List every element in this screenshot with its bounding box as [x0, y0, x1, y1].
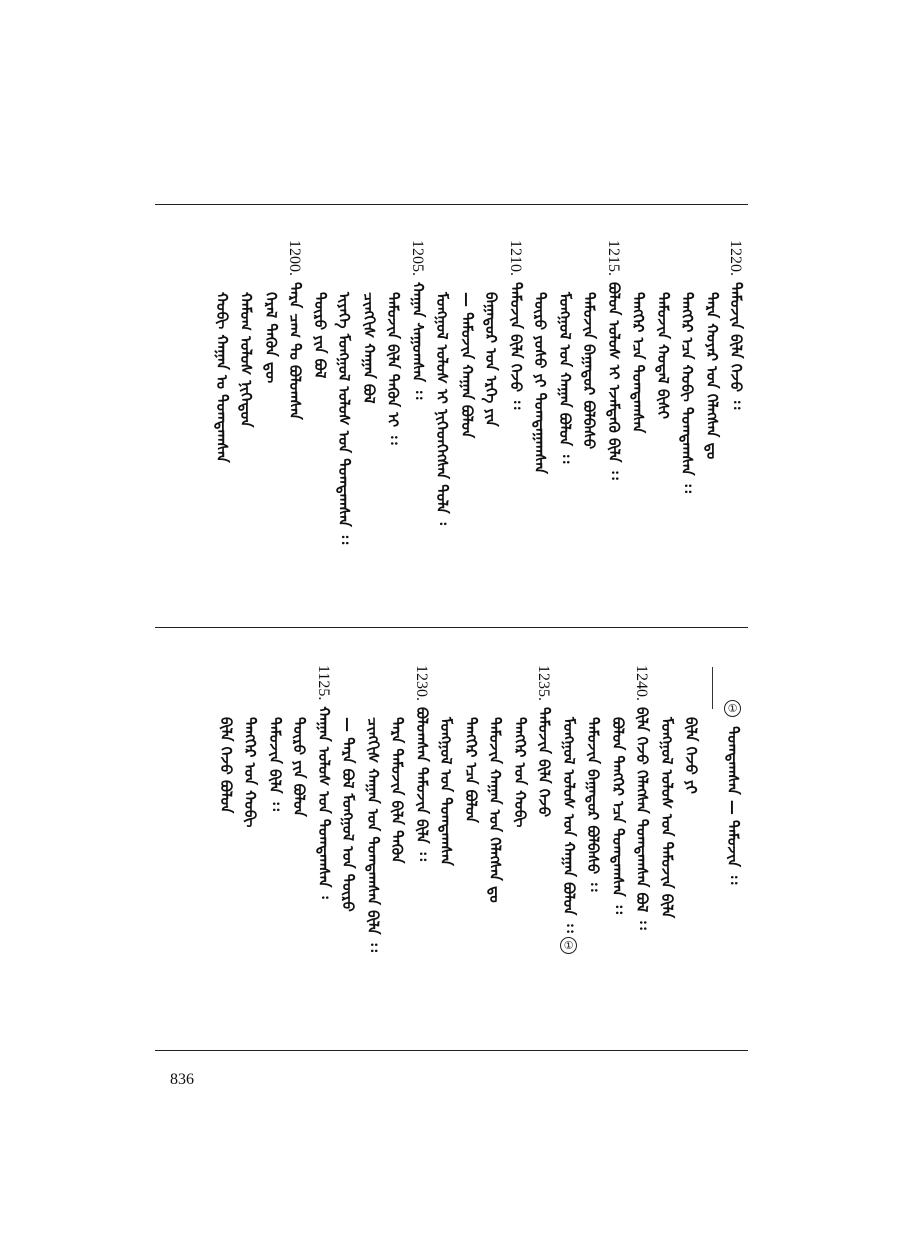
footnote-text: ᠲᠣᠭᠲᠠᠭᠰᠠᠨ — ᠲᠡᠮᠦᠵᠢᠨ ᠄᠄: [724, 726, 742, 885]
verse-text: ᠲᠡᠩᠭᠡᠷ ᠡᠴᠡ ᠲᠣᠭᠲᠠᠭᠰᠠᠨ: [629, 292, 647, 434]
verse-line: [652, 240, 674, 440]
verse-line: [509, 665, 531, 865]
verse-line: [484, 665, 506, 903]
verse-line: [235, 240, 257, 440]
verse-text: ᠪᠠᠭᠠᠳᠤᠷ ᠤᠨ ᠡᠷᠬᠡ ᠶᠢᠨ: [482, 292, 500, 427]
verse-text: ᠪᠢᠯᠡ ᠭᠡᠵᠦ ᠶᠢ: [682, 717, 700, 794]
verse-line: [337, 665, 359, 912]
verse-text: ᠬᠠᠭᠠᠨ ᠰᠠᠭᠤᠭᠰᠠᠨ ᠄᠄: [408, 282, 427, 400]
verse-text: ᠲᠡᠷᠡ ᠬᠣᠶᠠᠷ ᠤᠨ ᠬᠡᠯᠡᠭᠰᠡᠨ ᠳᠤ: [702, 292, 721, 460]
verse-text: ᠲᠡᠩᠭᠡᠷ ᠡᠴᠡ ᠪᠣᠯᠤᠨ: [461, 717, 480, 823]
verse-text: ᠪᠣᠯᠤᠨ ᠤᠯᠤᠰ ᠢ ᠡᠵᠡᠮᠳᠡᠬᠦ ᠪᠢᠯᠡ ᠄᠄: [604, 282, 623, 480]
line-number: 1200.: [286, 240, 303, 276]
verse-line: [676, 240, 698, 493]
footnote-line: [722, 696, 744, 896]
verse-text: ᠴᠢᠩᠭᠢᠰ ᠬᠠᠭᠠᠨ ᠤᠨ ᠲᠣᠭᠲᠠᠭᠰᠠᠨ ᠪᠢᠯᠡ ᠄᠄: [363, 717, 382, 952]
bottom-rule: [155, 1050, 748, 1051]
verse-text: ᠲᠡᠮᠦᠵᠢᠨ ᠪᠢᠯᠡ ᠲᠡᠭᠦᠨ ᠢ ᠄᠄: [384, 292, 402, 445]
verse-line: [358, 240, 380, 440]
verse-line: [554, 240, 576, 464]
verse-text: ᠮᠣᠩᠭᠣᠯ ᠤᠯᠤᠰ ᠢ ᠨᠢᠭᠡᠳᠬᠡᠭᠰᠡᠨ ᠲᠣᠯᠠ ᠄: [433, 292, 451, 525]
verse-line: [362, 665, 384, 952]
verse-text: ᠲᠡᠩᠭᠡᠷ ᠡᠴᠡ ᠬᠤᠪᠢ ᠲᠣᠭᠲᠠᠭᠰᠠᠨ ᠄᠄: [678, 292, 696, 493]
verse-line: [558, 665, 580, 952]
verse-line: [309, 240, 331, 440]
verse-text: ᠲᠦᠷᠦ ᠶᠢᠨ ᠪᠣᠯ: [310, 292, 329, 379]
verse-text: ᠴᠢᠩᠭᠢᠰ ᠬᠠᠭᠠᠨ ᠪᠣᠯ: [359, 292, 378, 404]
verse-text: ᠭᠡᠷᠡᠯ ᠲᠡᠭᠦᠨ ᠳᠦ: [261, 292, 280, 384]
verse-text: ᠲᠡᠮᠦᠵᠢᠨ ᠪᠠᠭᠠᠳᠤᠷ ᠪᠣᠯᠪᠠᠰᠤ ᠄᠄: [584, 717, 602, 892]
verse-text: ᠬᠠᠮᠤᠭ ᠤᠯᠤᠰ ᠨᠢᠭᠡᠳᠦᠨ: [237, 292, 255, 428]
verse-line: [529, 240, 551, 474]
verse-text: ᠪᠢᠯᠡ ᠭᠡᠵᠦ ᠬᠡᠯᠡᠭᠰᠡᠨ ᠲᠣᠭᠲᠠᠭᠰᠠᠨ ᠪᠣᠯ ᠄᠄: [633, 707, 651, 930]
verse-line: [284, 240, 306, 440]
line-number: 1215.: [604, 240, 622, 276]
verse-text: ᠮᠣᠩᠭᠣᠯ ᠤᠨ ᠲᠣᠭᠲᠠᠭᠰᠠᠨ: [437, 717, 455, 866]
verse-text: ᠲᠡᠩᠭᠡᠷ ᠤᠨ ᠬᠤᠪᠢ: [241, 717, 259, 828]
verse-text: ᠲᠡᠮᠦᠵᠢᠨ ᠪᠢᠯᠡ ᠄᠄: [265, 717, 284, 811]
verse-text: ᠲᠡᠷᠡ ᠴᠠᠭ ᠲᠤ ᠪᠣᠯᠤᠭᠰᠠᠨ: [286, 282, 304, 420]
verse-text: ᠮᠣᠩᠭᠣᠯ ᠤᠨ ᠬᠠᠭᠠᠨ ᠪᠣᠯᠤᠨ ᠄᠄: [555, 292, 574, 464]
verse-text: ᠪᠣᠯᠤᠨ ᠲᠡᠩᠭᠡᠷ ᠡᠴᠡ ᠲᠣᠭᠲᠠᠭᠰᠠᠨ ᠄᠄: [608, 717, 627, 914]
verse-line: [313, 665, 335, 899]
verse-text: ᠮᠣᠩᠭᠣᠯ ᠤᠯᠤᠰ ᠤᠨ ᠲᠡᠮᠦᠵᠢᠨ ᠪᠢᠯᠡ: [657, 717, 676, 919]
footnote-separator: [712, 667, 713, 709]
verse-line: [411, 665, 433, 865]
line-number: 1230.: [412, 665, 430, 701]
verse-text: ᠲᠡᠮᠦᠵᠢᠨ ᠬᠠᠭᠠᠨ ᠤᠨ ᠬᠡᠯᠡᠭᠰᠡᠨ ᠳᠤ: [486, 717, 504, 903]
line-number: 1210.: [506, 240, 524, 276]
verse-line: [480, 240, 502, 440]
verse-line: [456, 240, 478, 440]
verse-line: [431, 240, 453, 525]
footnote-marker: ①: [724, 700, 741, 717]
verse-text: ᠲᠡᠮᠦᠵᠢᠨ ᠪᠠᠭᠠᠳᠤᠷ ᠪᠣᠯᠪᠠᠰᠤ: [580, 292, 598, 450]
verse-line: [627, 240, 649, 440]
verse-text: ᠬᠤᠪᠢ ᠬᠠᠭᠠᠨ ᠤ ᠲᠣᠭᠲᠠᠭᠰᠠᠨ: [212, 292, 231, 463]
verse-line: [701, 240, 723, 460]
verse-text: ᠲᠡᠮᠦᠵᠢᠨ ᠪᠢᠯᠡ ᠭᠡᠵᠦ ᠄᠄: [727, 282, 745, 410]
verse-line: [607, 665, 629, 914]
verse-text: ᠲᠦᠷᠦ ᠶᠢᠨ ᠪᠣᠯᠤᠨ: [290, 717, 308, 817]
verse-text: — ᠲᠡᠷᠡ ᠪᠣᠯ ᠮᠣᠩᠭᠣᠯ ᠤᠨ ᠲᠦᠷᠦ: [339, 717, 357, 912]
verse-line: [435, 665, 457, 865]
verse-line: [656, 665, 678, 919]
verse-text: ᠪᠣᠯᠣᠭᠰᠠᠨ ᠲᠡᠮᠦᠵᠢᠨ ᠪᠢᠯᠡ ᠄᠄: [412, 707, 431, 861]
verse-line: [260, 240, 282, 440]
verse-text: ᠲᠦᠷᠦ ᠶᠣᠰᠣ ᠶᠢ ᠲᠣᠭᠲᠠᠭᠠᠭᠰᠠᠨ: [531, 292, 549, 474]
verse-line: [407, 240, 429, 440]
verse-line: [533, 665, 555, 865]
verse-text: — ᠲᠡᠮᠦᠵᠢᠨ ᠬᠠᠭᠠᠨ ᠪᠣᠯᠤᠨ: [457, 292, 476, 439]
verse-line: [386, 665, 408, 865]
verse-line: [505, 240, 527, 440]
verse-text: ᠢᠶᠡᠬᠡ ᠮᠣᠩᠭᠣᠯ ᠤᠯᠤᠰ ᠤᠨ ᠲᠣᠭᠲᠠᠭᠰᠠᠨ ᠄᠄: [335, 292, 353, 545]
verse-line: [288, 665, 310, 865]
verse-line: [725, 240, 747, 440]
verse-line: [239, 665, 261, 865]
verse-line: [382, 240, 404, 445]
verse-line: [582, 665, 604, 892]
verse-line: [460, 665, 482, 865]
verse-text: ᠲᠡᠩᠭᠡᠷ ᠤᠨ ᠬᠤᠪᠢ: [510, 717, 529, 828]
page-number: 836: [170, 1071, 194, 1088]
verse-line: [631, 665, 653, 930]
verse-text: ᠲᠡᠮᠦᠵᠢᠨ ᠬᠤᠳᠠᠯ ᠪᠢᠰᠢ: [653, 292, 672, 419]
verse-text: ᠲᠡᠮᠦᠵᠢᠨ ᠪᠢᠯᠡ ᠭᠡᠵᠦ ᠄᠄: [506, 282, 525, 410]
verse-line: [264, 665, 286, 865]
verse-text: ᠮᠣᠩᠭᠣᠯ ᠤᠯᠤᠰ ᠤᠨ ᠬᠠᠭᠠᠨ ᠪᠣᠯᠤᠨ ᠄᠄: [559, 717, 578, 933]
line-number: 1235.: [535, 665, 552, 701]
line-number: 1205.: [408, 240, 426, 276]
line-number: 1125.: [314, 665, 332, 701]
footnote-reference: ①: [560, 937, 577, 954]
middle-rule: [155, 627, 748, 628]
verse-text: ᠲᠡᠷᠡ ᠲᠡᠮᠦᠵᠢᠨ ᠪᠢᠯᠡ ᠲᠡᠭᠦᠨ: [388, 717, 406, 864]
verse-line: [603, 240, 625, 480]
verse-line: [578, 240, 600, 450]
line-number: 1220.: [727, 240, 744, 276]
verse-line: [333, 240, 355, 545]
verse-line: [211, 240, 233, 463]
verse-text: ᠬᠠᠭᠠᠨ ᠤᠯᠤᠰ ᠤᠨ ᠲᠣᠭᠲᠠᠭᠰᠠᠨ ᠄: [314, 706, 333, 899]
line-number: 1240.: [633, 665, 650, 701]
verse-line: [680, 665, 702, 865]
verse-line: [215, 665, 237, 865]
verse-text: ᠲᠡᠮᠦᠵᠢᠨ ᠪᠢᠯᠡ ᠭᠡᠵᠦ: [535, 707, 553, 817]
top-rule: [155, 204, 748, 205]
verse-text: ᠪᠢᠯᠡ ᠭᠡᠵᠦ ᠪᠣᠯᠤᠨ: [216, 717, 235, 814]
